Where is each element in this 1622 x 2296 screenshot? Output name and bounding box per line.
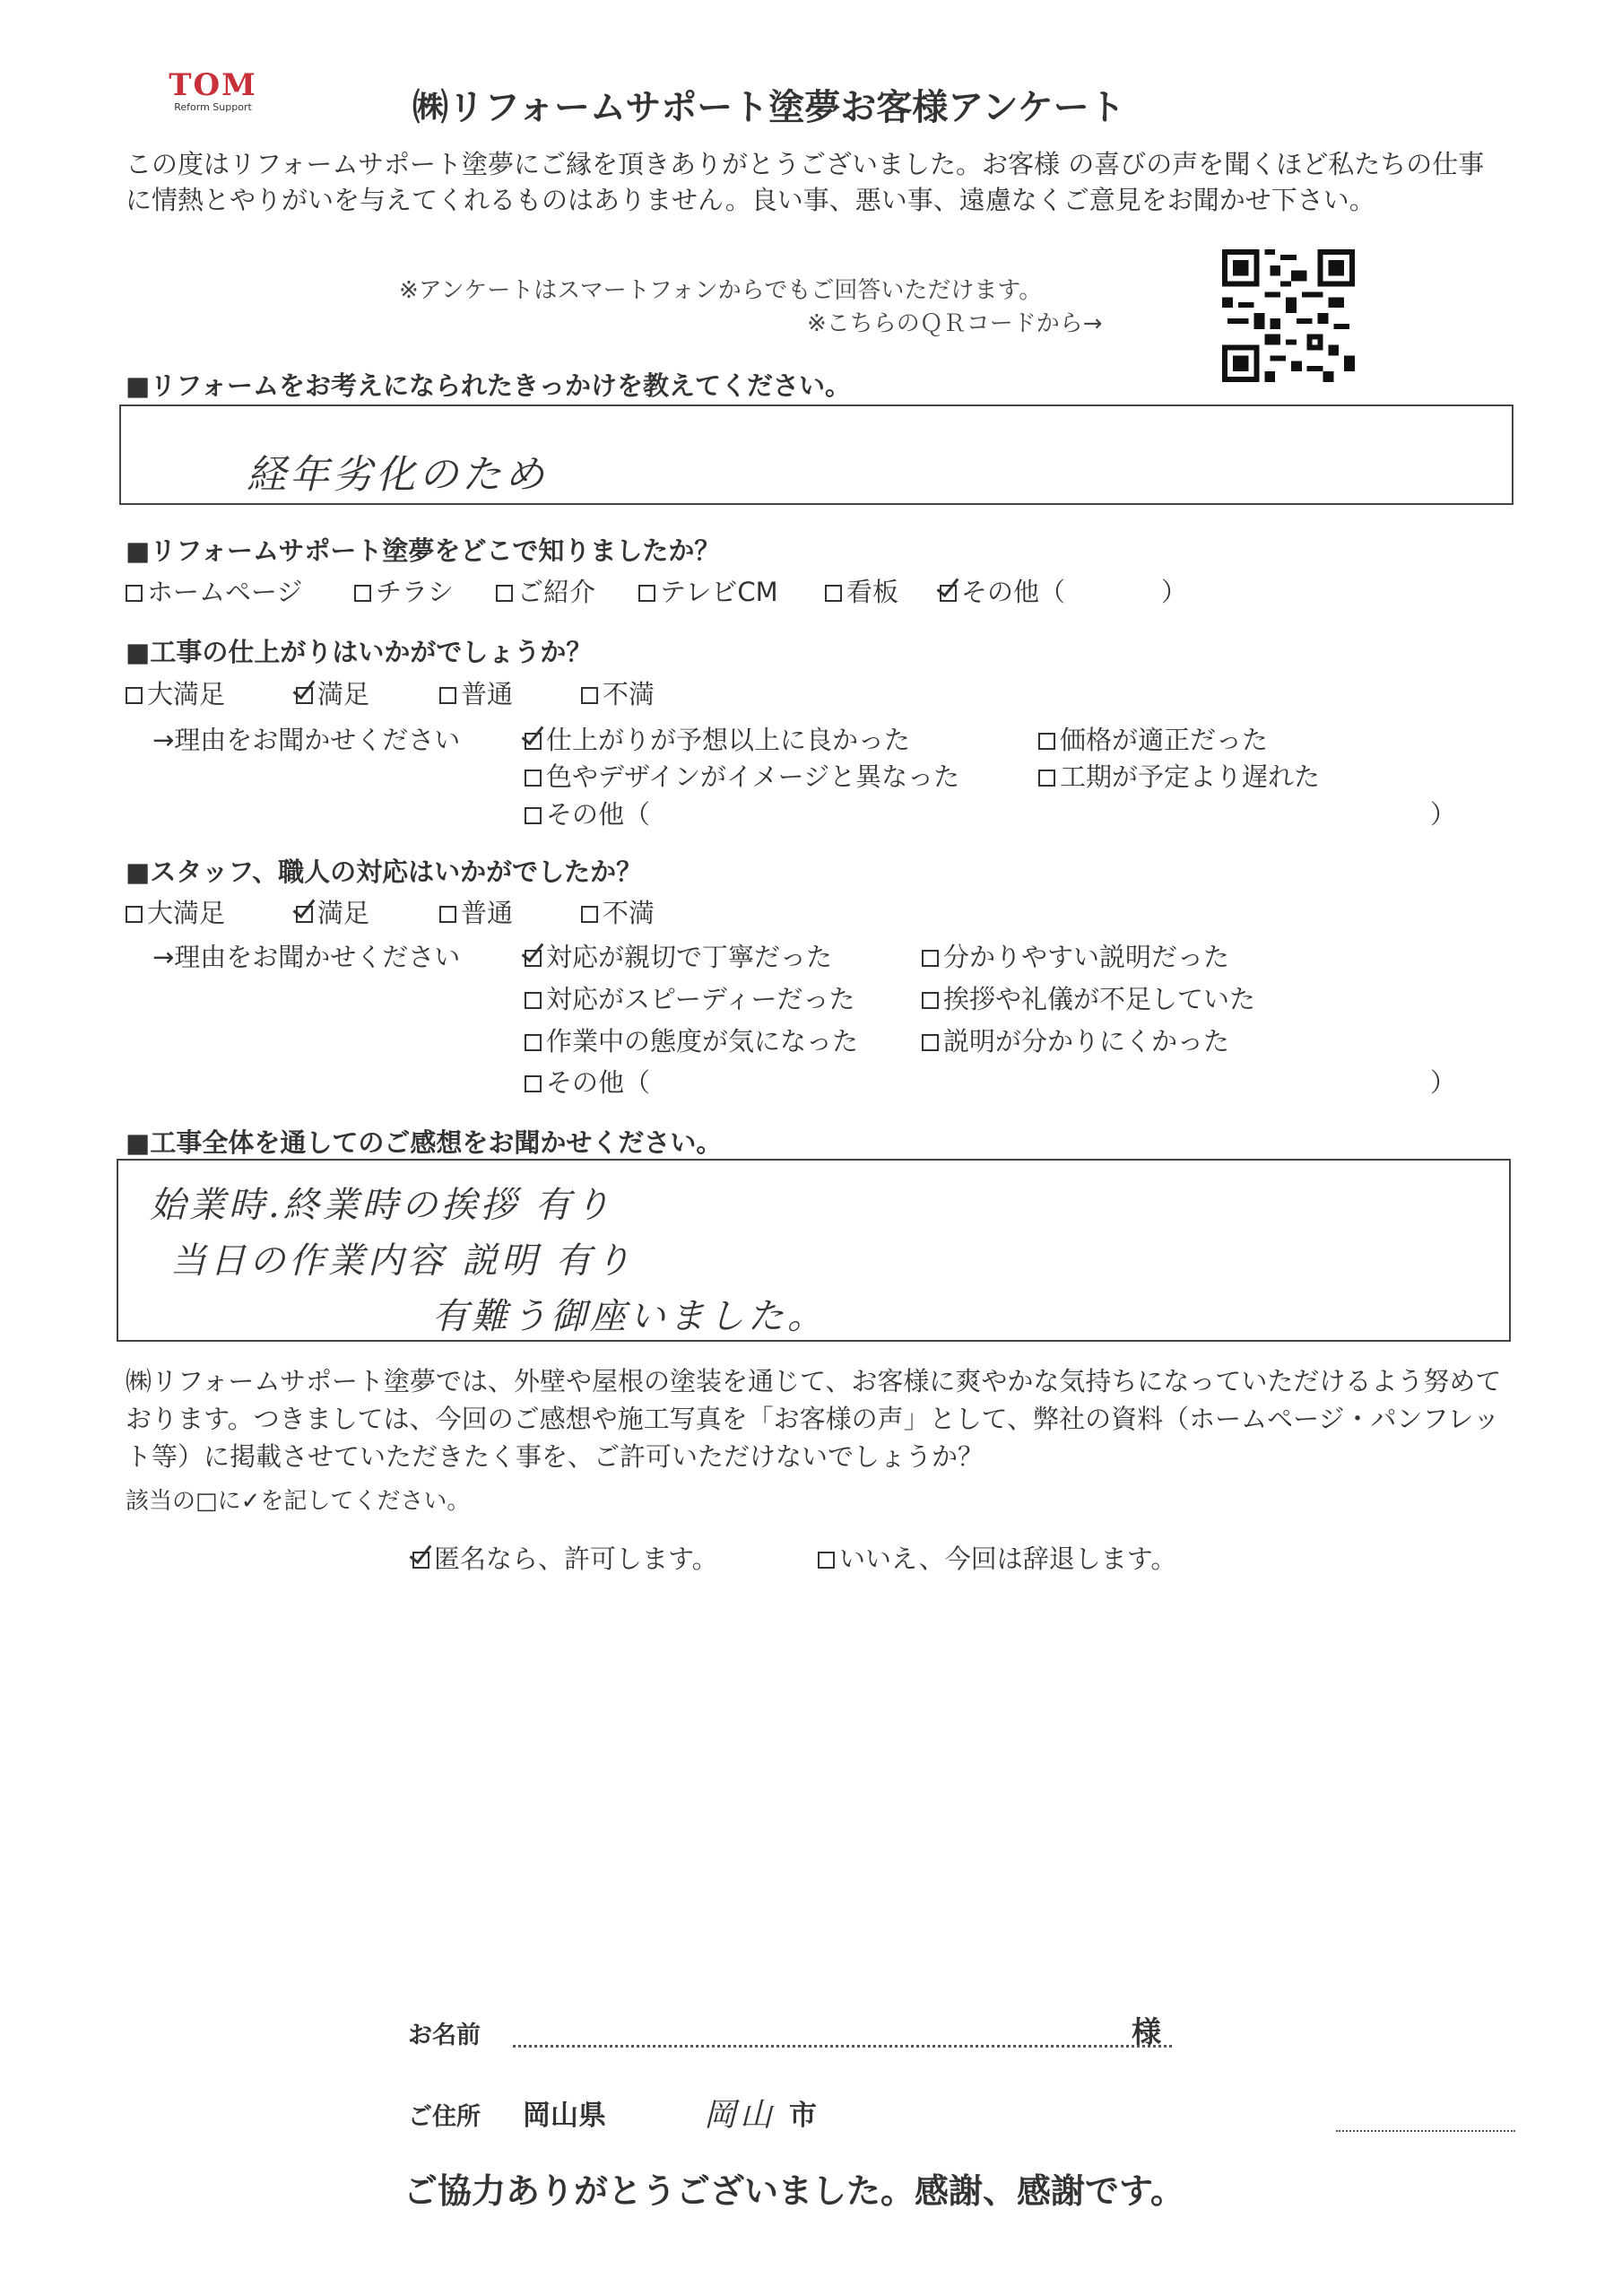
q3-close-paren: ）: [1430, 799, 1457, 830]
checkbox[interactable]: [126, 906, 143, 923]
q4-reason-clear-explanation[interactable]: 分かりやすい説明だった: [922, 937, 1229, 974]
permission-text: ㈱リフォームサポート塗夢では、外壁や屋根の塗装を通じて、お客様に爽やかな気持ちになっていただけるよう努めております。つきましては、今回のご感想や施工写真を「お客様の声」として、弊社の資料（ホームページ・パンフレット等）に掲載させていただきたく事を、ご許可いただけないでしょうか？: [126, 1366, 1502, 1472]
checkbox[interactable]: [525, 992, 542, 1009]
qr-note: ※こちらのＱＲコードから→: [807, 310, 1103, 337]
qr-code-icon[interactable]: [1221, 249, 1356, 382]
checkbox[interactable]: [818, 1552, 835, 1569]
q4-reason-kind-polite[interactable]: 対応が親切で丁寧だった: [525, 937, 832, 974]
q4-close-paren: ）: [1430, 1067, 1457, 1098]
q4-reason-poor-manners[interactable]: 挨拶や礼儀が不足していた: [922, 979, 1255, 1016]
logo-subtitle: Reform Support: [174, 101, 252, 113]
q5-answer-line-1: 始業時.終業時の挨拶 有り: [150, 1185, 614, 1226]
checkbox[interactable]: [354, 585, 371, 602]
permission-allow-anonymous[interactable]: 匿名なら、許可します。: [412, 1539, 718, 1576]
q1-answer-box[interactable]: [119, 404, 1514, 505]
checkbox-checked[interactable]: [525, 950, 542, 967]
q2-option-other[interactable]: その他（: [940, 572, 1065, 609]
company-logo: [152, 67, 273, 124]
q4-rating-satisfied[interactable]: 満足: [296, 893, 369, 930]
checkbox[interactable]: [439, 687, 456, 704]
page-title: ㈱リフォームサポート塗夢お客様アンケート: [412, 87, 1125, 128]
q4-reason-attitude-concern[interactable]: 作業中の態度が気になった: [525, 1022, 858, 1058]
checkbox[interactable]: [525, 770, 542, 787]
q3-reason-other[interactable]: その他（: [525, 795, 650, 831]
q3-rating-very-satisfied[interactable]: 大満足: [126, 674, 225, 711]
city-suffix: 市: [789, 2100, 817, 2132]
city-handwritten[interactable]: 岡山: [704, 2097, 776, 2134]
q5-answer-line-2: 当日の作業内容 説明 有り: [170, 1240, 635, 1282]
checkbox[interactable]: [922, 1034, 939, 1051]
address-field[interactable]: [1336, 2130, 1515, 2132]
q3-reason-schedule-delayed[interactable]: 工期が予定より遅れた: [1038, 757, 1320, 794]
q4-rating-normal[interactable]: 普通: [439, 893, 513, 930]
q4-rating-very-satisfied[interactable]: 大満足: [126, 893, 225, 930]
name-field[interactable]: [513, 2045, 1172, 2048]
q2-close-paren: ）: [1161, 577, 1188, 607]
honorific-label: 様: [1132, 2014, 1161, 2049]
checkbox[interactable]: [439, 906, 456, 923]
q5-heading: ■工事全体を通してのご感想をお聞かせください。: [126, 1127, 723, 1158]
q2-option-tvcm[interactable]: テレビCM: [638, 572, 778, 609]
q4-rating-dissatisfied[interactable]: 不満: [581, 893, 655, 930]
q2-option-homepage[interactable]: ホームページ: [126, 572, 302, 609]
q3-rating-normal[interactable]: 普通: [439, 674, 513, 711]
checkbox[interactable]: [496, 585, 513, 602]
checkbox-checked[interactable]: [940, 585, 957, 602]
closing-message: ご協力ありがとうございました。感謝、感謝です。: [403, 2171, 1184, 2211]
checkbox[interactable]: [1038, 733, 1055, 750]
q3-reason-better-than-expected[interactable]: 仕上がりが予想以上に良かった: [525, 720, 910, 757]
q3-reason-design-differed[interactable]: 色やデザインがイメージと異なった: [525, 757, 959, 794]
q2-option-referral[interactable]: ご紹介: [496, 572, 595, 609]
permission-decline[interactable]: いいえ、今回は辞退します。: [818, 1539, 1176, 1576]
checkbox[interactable]: [1038, 770, 1055, 787]
smartphone-note: ※アンケートはスマートフォンからでもご回答いただけます。: [399, 277, 1043, 304]
q1-heading: ■リフォームをお考えになられたきっかけを教えてください。: [126, 370, 851, 401]
checkbox[interactable]: [638, 585, 655, 602]
checkbox[interactable]: [525, 807, 542, 824]
q1-handwritten-answer: 経年劣化のため: [247, 452, 548, 498]
q3-reason-fair-price[interactable]: 価格が適正だった: [1038, 720, 1268, 757]
checkbox[interactable]: [525, 1075, 542, 1092]
checkbox[interactable]: [825, 585, 842, 602]
checkbox[interactable]: [922, 950, 939, 967]
intro-text: この度はリフォームサポート塗夢にご縁を頂きありがとうございました。お客様 の喜びの声を聞くほど私たちの仕事に情熱とやりがいを与えてくれるものはありません。良い事、悪い事、遠慮なくご意見をお聞かせ下さい。: [126, 149, 1485, 215]
q4-reason-unclear-explanation[interactable]: 説明が分かりにくかった: [922, 1022, 1229, 1058]
q4-reason-other[interactable]: その他（: [525, 1063, 650, 1100]
checkbox[interactable]: [922, 992, 939, 1009]
checkbox-checked[interactable]: [412, 1552, 429, 1569]
q4-reason-speedy[interactable]: 対応がスピーディーだった: [525, 979, 855, 1016]
address-label: ご住所: [408, 2103, 481, 2131]
checkbox-checked[interactable]: [296, 906, 313, 923]
checkbox[interactable]: [581, 906, 598, 923]
checkbox[interactable]: [126, 687, 143, 704]
checkbox[interactable]: [581, 687, 598, 704]
q5-answer-box[interactable]: [117, 1159, 1511, 1342]
prefecture-label: 岡山県: [523, 2100, 606, 2132]
logo-mark: TOM: [169, 67, 257, 103]
q3-rating-satisfied[interactable]: 満足: [296, 674, 369, 711]
q3-heading: ■工事の仕上がりはいかがでしょうか？: [126, 637, 593, 667]
checkbox[interactable]: [126, 585, 143, 602]
checkbox-checked[interactable]: [296, 687, 313, 704]
name-label: お名前: [408, 2022, 481, 2049]
q2-heading: ■リフォームサポート塗夢をどこで知りましたか？: [126, 535, 721, 566]
q3-reason-prompt: →理由をお聞かせください: [152, 725, 461, 755]
q4-heading: ■スタッフ、職人の対応はいかがでしたか？: [126, 857, 643, 887]
q2-option-signboard[interactable]: 看板: [825, 572, 898, 609]
q2-option-flyer[interactable]: チラシ: [354, 572, 454, 609]
q3-rating-dissatisfied[interactable]: 不満: [581, 674, 655, 711]
permission-instruction: 該当の□に✓を記してください。: [126, 1488, 471, 1515]
checkbox[interactable]: [525, 1034, 542, 1051]
checkbox-checked[interactable]: [525, 733, 542, 750]
q5-answer-line-3: 有難う御座いました。: [432, 1296, 827, 1337]
q4-reason-prompt: →理由をお聞かせください: [152, 942, 461, 972]
